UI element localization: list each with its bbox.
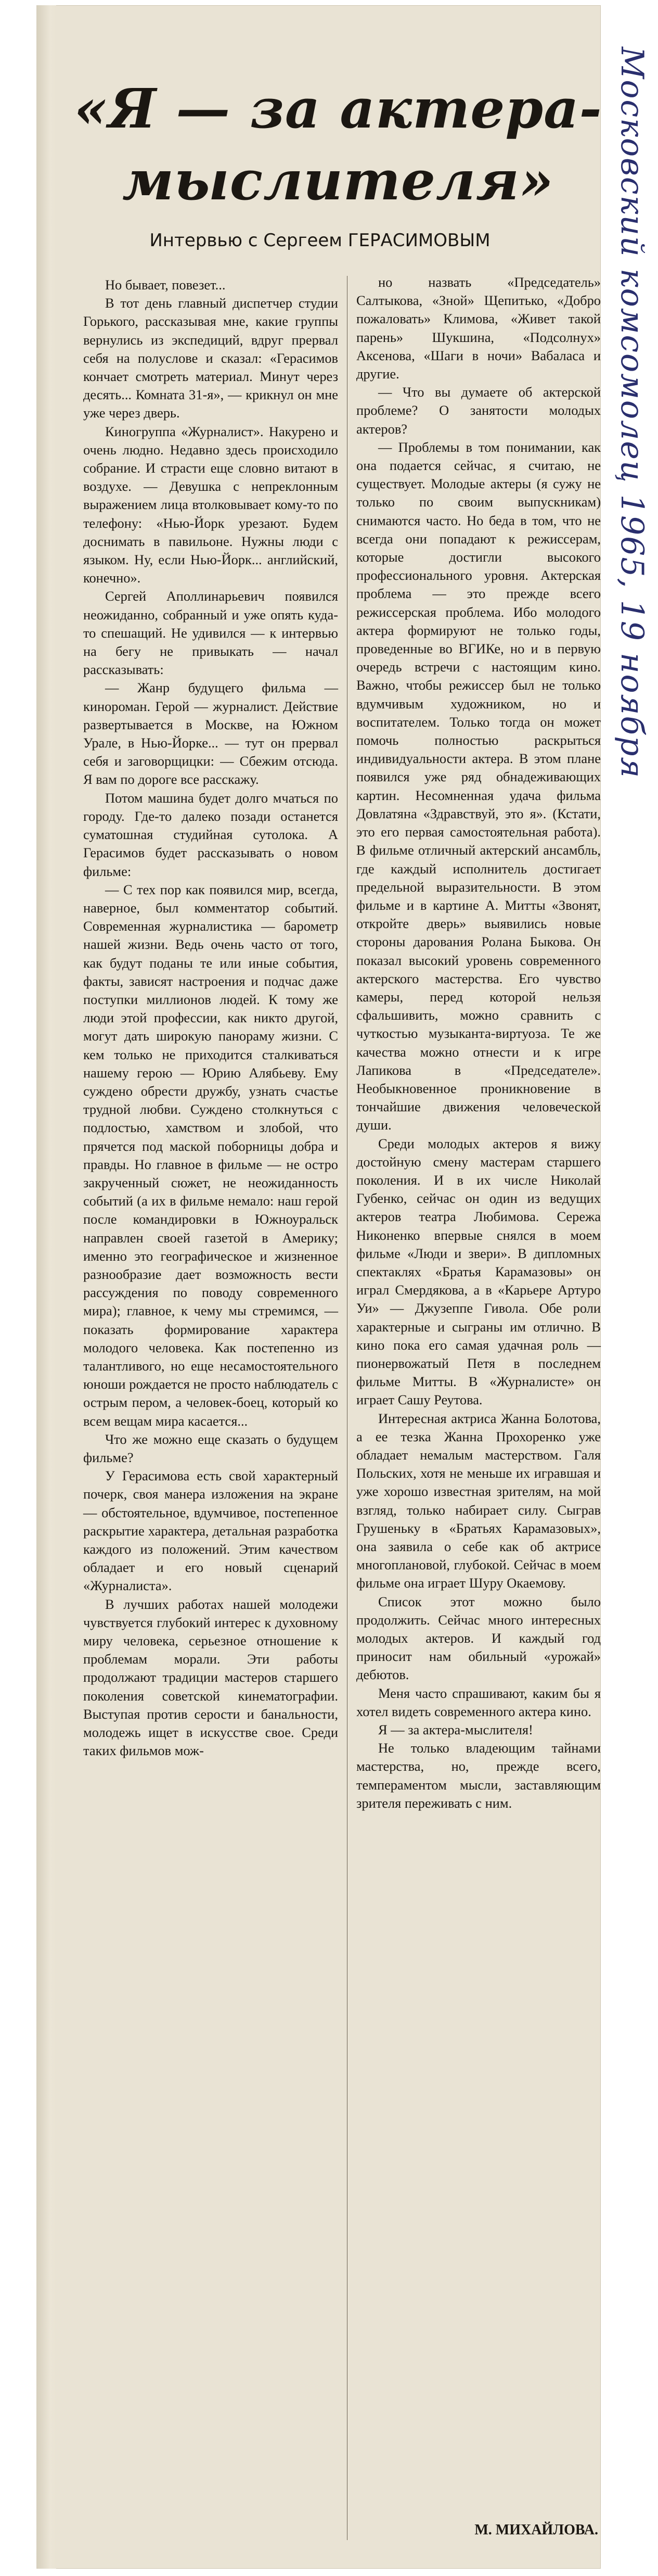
paragraph: — Проблемы в том понимании, как она подается сейчас, я считаю, не существует. Молодые актеры (я сужу не только по своим выпускникам) снимаются часто. Но беда в том, что не всегда они попадают к режиссерам, которые достигли высокого профессионального уровня. Актерская проблема — это прежде всего режиссерская проблема. Ибо молодого актера формируют не только годы, проведенные во ВГИКе, но и в первую очередь встречи с настоящим кино. Важно, чтобы режиссер был не только вдумчивым художником, но и воспитателем. Только тогда он может помочь полностью раскрыться индивидуальности актера. В этом плане появился уже ряд обнадеживающих картин. Несомненная удача фильма Довлатяна «Здравствуй, это я». (Кстати, это его первая самостоятельная работа). В фильме отличный актерский ансамбль, где каждый исполнитель достигает предельной выразительности. В этом фильме и в картине А. Митты «Звонят, откройте дверь» выявились новые стороны дарования Ролана Быкова. Он показал высокий уровень современного актерского мастерства. Его чувство камеры, перед которой нельзя сфальшивить, можно сравнить с чуткостью музыканта-виртуоза. Те же качества можно отнести и к игре Лапикова в «Председателе». Необыкновенное проникновение в тончайшие движения человеческой души. — [356, 439, 601, 1133]
paragraph: Что же можно еще сказать о будущем фильме? — [83, 1431, 338, 1465]
paragraph: В тот день главный диспетчер студии Горького, рассказывая мне, какие группы вернулись из экспедиций, вдруг прервал себя на полуслове и сказал: «Герасимов кончает смотреть материал. Минут через десять... Комната 31-я», — крикнул он мне уже через дверь. — [83, 295, 338, 421]
newspaper-clipping — [36, 5, 601, 2569]
paragraph: Я — за актера-мыслителя! — [378, 1722, 533, 1738]
paragraph: но назвать «Председатель» Салтыкова, «Зной» Щепитько, «Добро пожаловать» Климова, «Живет такой парень» Шукшина, «Подсолнух» Аксенова, «Шаги в ночи» Вабаласа и другие. — [356, 274, 601, 382]
handwritten-source-text: Московский комсомолец 1965, 19 ноября — [614, 47, 650, 779]
paragraph: Среди молодых актеров я вижу достойную смену мастерам старшего поколения. И в их числе Николай Губенко, сейчас он один из ведущих актеров театра Любимова. Сережа Никоненко впервые снялся в моем фильме «Люди и звери». В дипломных спектаклях «Братья Карамазовы» он играл Смердякова, а в «Карьере Артуро Уи» — Джузеппе Гивола. Обе роли характерные и сыграны им отлично. В кино пока его самая удачная роль — пионервожатый Петя в последнем фильме Митты. В «Журналисте» он играет Сашу Реутова. — [356, 1135, 601, 1408]
article-headline — [73, 73, 603, 217]
paragraph: — Жанр будущего фильма — кинороман. Герой — журналист. Действие развертывается в Москве, на Южном Урале, в Нью-Йорке... — тут он прервал себя и заговорщицки: — Сбежим отсюда. Я вам по дороге все расскажу. — [83, 680, 338, 788]
paragraph: Список этот можно было продолжить. Сейчас много интересных молодых актеров. И каждый год приносит нам обильный «урожай» дебютов. — [356, 1593, 601, 1683]
paragraph: Интересная актриса Жанна Болотова, а ее тезка Жанна Прохоренко уже обладает немалым мастерством. Галя Польских, хотя не меньше их игравшая и уже хорошо известная зрителям, на мой взгляд, только набирает силу. Сыграв Грушеньку в «Братьях Карамазовых», она заявила о себе как об актрисе многоплановой, глубокой. Сейчас в моем фильме она играет Шуру Окаемову. — [356, 1410, 601, 1591]
paragraph: Не только владеющим тайнами мастерства, но, прежде всего, темпераментом мысли, заставляющим зрителя переживать с ним. — [356, 1740, 601, 1811]
paragraph: Киногруппа «Журналист». Накурено и очень людно. Недавно здесь происходило собрание. И страсти еще словно витают в воздухе. — Девушка с непреклонным выражением лица втолковывает кому-то по телефону: «Нью-Йорк урезают. Будем доснимать в павильоне. Нужны люди с языком. Ну, если Нью-Йорк... английский, конечно». — [83, 423, 338, 586]
paragraph: Но бывает, повезет... — [105, 277, 226, 293]
author-signature: М. МИХАЙЛОВА. — [474, 2522, 598, 2538]
article-column-right — [356, 273, 601, 1812]
paragraph: — Что вы думаете об актерской проблеме? О занятости молодых актеров? — [356, 384, 601, 437]
paragraph: — С тех пор как появился мир, всегда, наверное, был комментатор событий. Современная журналистика — барометр нашей жизни. Ведь очень часто от того, как будут поданы те или иные события, факты, зависят настроения и подчас даже поступки миллионов людей. К тому же люди этой профессии, как никто другой, могут дать широкую панораму жизни. С кем только не приходится сталкиваться нашему герою — Юрию Алябьеву. Ему суждено обрести дружбу, узнать счастье трудной любви. Суждено столкнуться с подлостью, хамством и злобой, что прячется под маской поборницы добра и правды. Но главное в фильме — не остро закрученный сюжет, не неожиданность событий (а их в фильме немало: наш герой после командировки в Южноуральск направлен своей газетой в Америку; именно это географическое и жизненное разнообразие дает возможность вести рассуждения по поводу современного мира); главное, к чему мы стремимся, — показать формирование характера молодого человека. Как постепенно из талантливого, но еще несамостоятельного юноши рождается не просто наблюдатель с острым пером, а человек-боец, который ко всем вещам мира касается... — [83, 881, 338, 1429]
article-subhead: Интервью с Сергеем ГЕРАСИМОВЫМ — [149, 230, 491, 251]
headline-line-1: «Я — за актера- — [74, 77, 602, 141]
paper-edge — [36, 5, 56, 2569]
paragraph: В лучших работах нашей молодежи чувствуется глубокий интерес к духовному миру человека, серьезное отношение к проблемам морали. Эти работы продолжают традиции мастеров старшего поколения советской кинематографии. Выступая против серости и банальности, молодежь ищет в искусстве свое. Среди таких фильмов мож- — [83, 1596, 338, 1759]
article-column-left — [83, 276, 338, 1760]
paragraph: У Герасимова есть свой характерный почерк, своя манера изложения на экране — обстоятельное, вдумчивое, постепенное раскрытие характера, детальная разработка каждого из положений. Этим качеством обладает и его новый сценарий «Журналиста». — [83, 1468, 338, 1594]
paragraph: Меня часто спрашивают, каким бы я хотел видеть современного актера кино. — [356, 1685, 601, 1719]
handwritten-source-note — [606, 26, 658, 963]
paragraph: Потом машина будет долго мчаться по городу. Где-то далеко позади останется суматошная студийная сутолока. А Герасимов будет рассказывать о новом фильме: — [83, 790, 338, 879]
paragraph: Сергей Аполлинарьевич появился неожиданно, собранный и уже опять куда-то спешащий. Не удивился — к интервью на бегу не привыкать — начал рассказывать: — [83, 588, 338, 678]
headline-line-2: мыслителя» — [122, 148, 554, 212]
